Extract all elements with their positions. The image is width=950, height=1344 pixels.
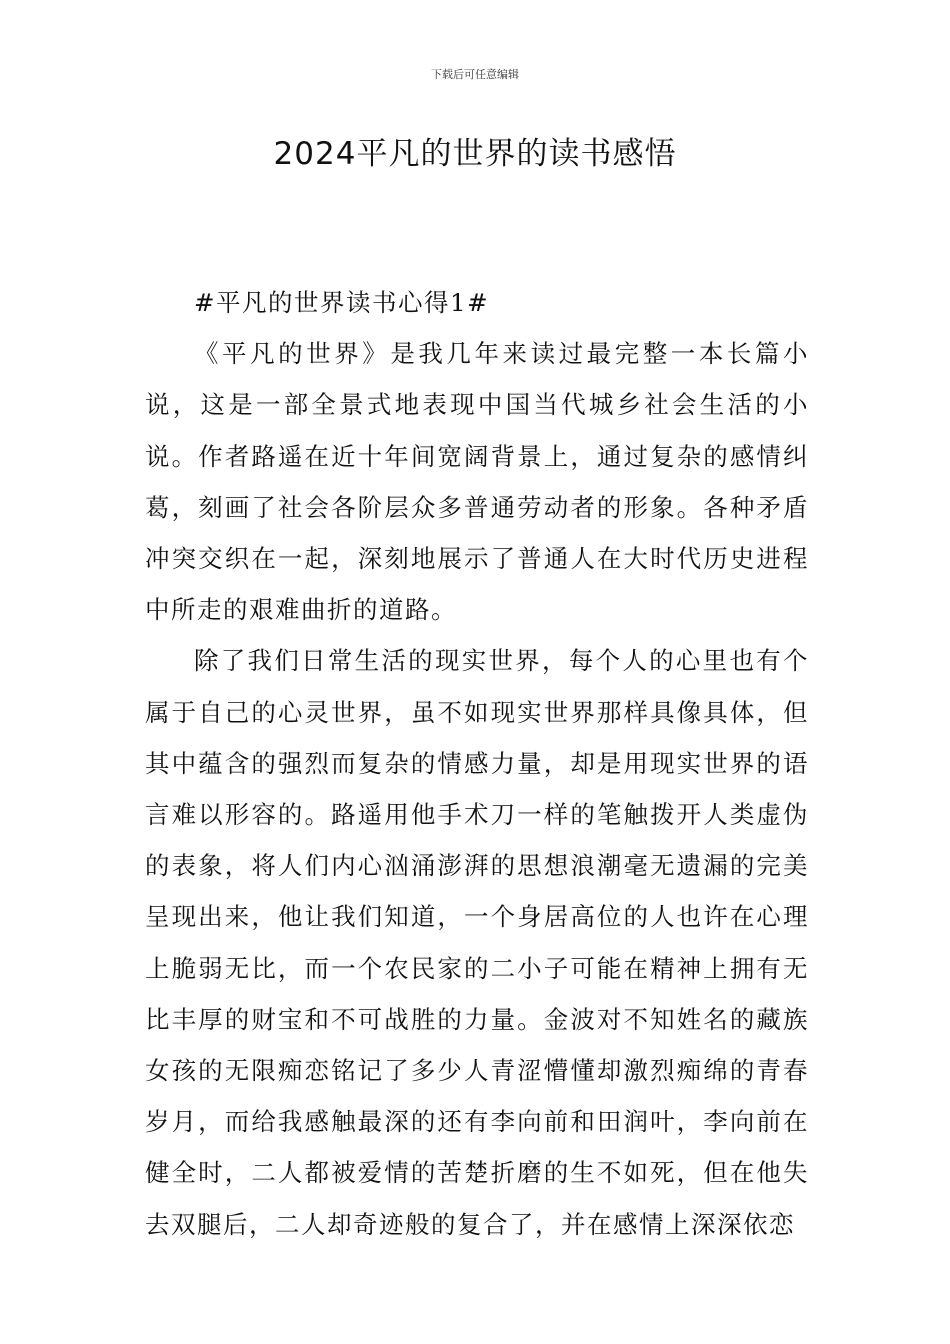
page-header-note: 下载后可任意编辑: [431, 68, 519, 81]
paragraph-1: 《平凡的世界》是我几年来读过最完整一本长篇小说，这是一部全景式地表现中国当代城乡社会生活的小说。作者路遥在近十年间宽阔背景上，通过复杂的感情纠葛，刻画了社会各阶层众多普通劳动者的形象。各种矛盾冲突交织在一起，深刻地展示了普通人在大时代历史进程中所走的艰难曲折的道路。: [145, 339, 809, 625]
document-body: [145, 277, 809, 1250]
section-heading: #平凡的世界读书心得1#: [194, 288, 490, 317]
document-title: 2024平凡的世界的读书感悟: [273, 136, 677, 172]
paragraph-2: 除了我们日常生活的现实世界，每个人的心里也有个属于自己的心灵世界，虽不如现实世界那样具像具体，但其中蕴含的强烈而复杂的情感力量，却是用现实世界的语言难以形容的。路遥用他手术刀一样的笔触拨开人类虚伪的表象，将人们内心汹涌澎湃的思想浪潮毫无遗漏的完美呈现出来，他让我们知道，一个身居高位的人也许在心理上脆弱无比，而一个农民家的二小子可能在精神上拥有无比丰厚的财宝和不可战胜的力量。金波对不知姓名的藏族女孩的无限痴恋铭记了多少人青涩懵懂却激烈痴绵的青春岁月，而给我感触最深的还有李向前和田润叶，李向前在健全时，二人都被爱情的苦楚折磨的生不如死，但在他失去双腿后，二人却奇迹般的复合了，并在感情上深深依恋: [145, 646, 809, 1239]
